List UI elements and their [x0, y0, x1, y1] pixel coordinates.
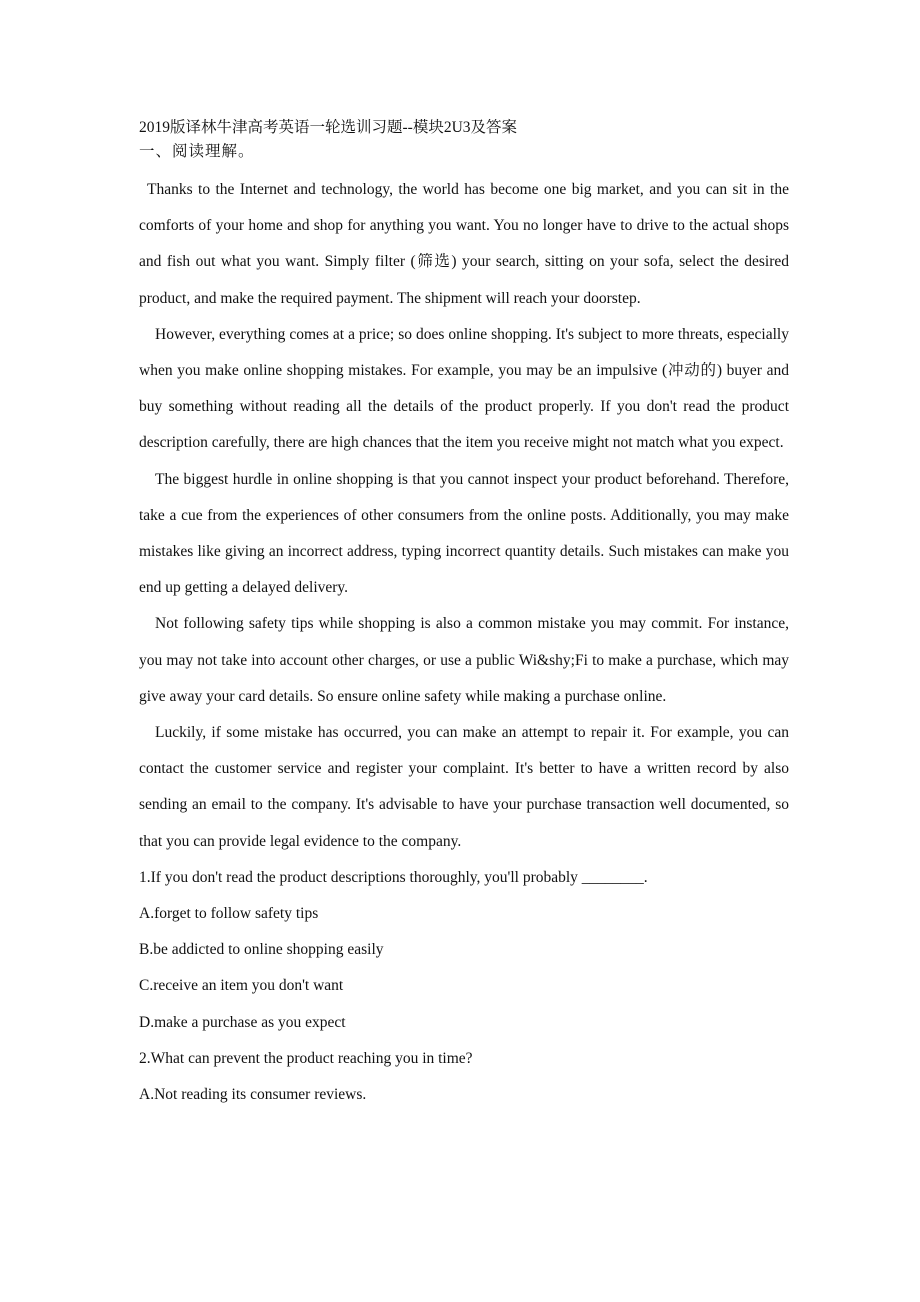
- passage-paragraph-5: Luckily, if some mistake has occurred, you can make an attempt to repair it. For example, you can contact the customer service and register your complaint. It's better to have a written record by also sending an email to the company. It's advisable to have your purchase transaction well documented, so that you can provide legal evidence to the company.: [139, 724, 789, 850]
- question-1-option-a: A.forget to follow safety tips: [139, 905, 319, 923]
- section-heading: 一、阅读理解。: [139, 143, 255, 160]
- document-title: 2019版译林牛津高考英语一轮选训习题--模块2U3及答案: [139, 119, 518, 136]
- question-1-option-b: B.be addicted to online shopping easily: [139, 941, 384, 959]
- question-2-stem: 2.What can prevent the product reaching you in time?: [139, 1049, 473, 1067]
- question-1-stem: 1.If you don't read the product descriptions thoroughly, you'll probably ________.: [139, 868, 648, 886]
- question-1-option-d: D.make a purchase as you expect: [139, 1013, 346, 1031]
- question-2-option-a: A.Not reading its consumer reviews.: [139, 1086, 367, 1104]
- passage-paragraph-2: However, everything comes at a price; so does online shopping. It's subject to more threats, especially when you make online shopping mistakes. For example, you may be an impulsive (冲动的) buyer and buy something without reading all the details of the product properly. If you don't read the product description carefully, there are high chances that the item you receive might not match what you expect.: [139, 325, 789, 452]
- document-body: [139, 116, 789, 1113]
- passage-paragraph-4: Not following safety tips while shopping is also a common mistake you may commit. For instance, you may not take into account other charges, or use a public Wi&shy;Fi to make a purchase, which may give away your card details. So ensure online safety while making a purchase online.: [139, 615, 789, 705]
- question-1-option-c: C.receive an item you don't want: [139, 977, 344, 995]
- passage-paragraph-1: Thanks to the Internet and technology, the world has become one big market, and you can sit in the comforts of your home and shop for anything you want. You no longer have to drive to the actual shops and fish out what you want. Simply filter (筛选) your search, sitting on your sofa, select the desired product, and make the required payment. The shipment will reach your doorstep.: [139, 181, 789, 307]
- passage-paragraph-3: The biggest hurdle in online shopping is that you cannot inspect your product beforehand. Therefore, take a cue from the experiences of other consumers from the online posts. Additionally, you may make mistakes like giving an incorrect address, typing incorrect quantity details. Such mistakes can make you end up getting a delayed delivery.: [139, 470, 789, 597]
